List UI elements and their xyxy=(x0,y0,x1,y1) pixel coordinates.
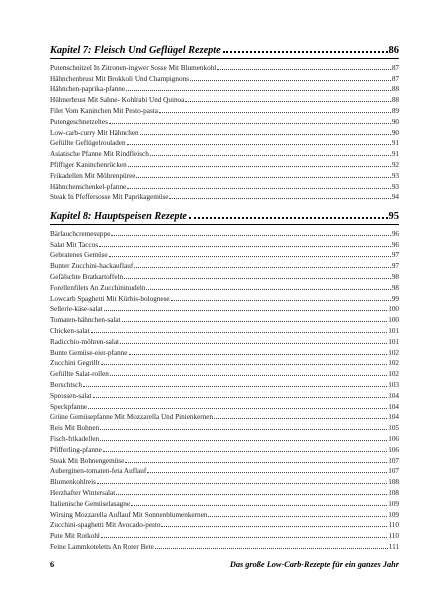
toc-entry[interactable] xyxy=(50,432,399,443)
dot-leader xyxy=(161,526,387,527)
chapter-8-entries xyxy=(50,227,399,551)
entry-page: 106 xyxy=(388,434,399,443)
dot-leader xyxy=(131,505,387,506)
toc-entry[interactable] xyxy=(50,346,399,357)
toc-entry[interactable] xyxy=(50,454,399,465)
page-number: 6 xyxy=(50,560,55,569)
toc-entry[interactable] xyxy=(50,227,399,238)
toc-entry[interactable] xyxy=(50,158,399,169)
chapter-7-entries xyxy=(50,61,399,201)
toc-entry[interactable] xyxy=(50,137,399,148)
dot-leader xyxy=(146,289,390,290)
entry-page: 107 xyxy=(388,467,399,476)
entry-title: Reis Mit Bohnen xyxy=(50,424,100,433)
entry-title: Feine Lammkoteletts An Roter Bete xyxy=(50,542,154,551)
entry-page: 106 xyxy=(388,445,399,454)
toc-entry[interactable] xyxy=(50,104,399,115)
entry-title: Filet Vom Kaninchen Mit Pesto-pasta xyxy=(50,106,158,115)
entry-page: 101 xyxy=(388,337,399,346)
dot-leader xyxy=(208,516,387,517)
dot-leader xyxy=(99,246,391,247)
entry-page: 102 xyxy=(388,370,399,379)
dot-leader xyxy=(127,144,391,145)
chapter-8-heading[interactable] xyxy=(50,206,399,222)
toc-entry[interactable] xyxy=(50,61,399,72)
toc-entry[interactable] xyxy=(50,93,399,104)
entry-page: 107 xyxy=(388,456,399,465)
entry-title: Herzhafter Wintersalat xyxy=(50,488,116,497)
entry-title: Pute Mit Rotkohl xyxy=(50,532,100,541)
dot-leader xyxy=(109,256,391,257)
dot-leader xyxy=(122,321,388,322)
toc-entry[interactable] xyxy=(50,411,399,422)
dot-leader xyxy=(101,537,388,538)
entry-title: Hähnchen-paprika-pfanne xyxy=(50,85,126,94)
dot-leader xyxy=(190,80,391,81)
toc-entry[interactable] xyxy=(50,540,399,551)
toc-entry[interactable] xyxy=(50,83,399,94)
toc-entry[interactable] xyxy=(50,475,399,486)
dot-leader xyxy=(101,364,388,365)
dot-leader xyxy=(155,548,388,549)
entry-page: 98 xyxy=(391,272,399,281)
dot-leader xyxy=(111,235,391,236)
toc-entry[interactable] xyxy=(50,443,399,454)
dot-leader xyxy=(100,429,387,430)
page-footer xyxy=(50,560,399,574)
dot-leader xyxy=(116,494,387,495)
entry-title: Frikadellen Mit Möhrenpüree xyxy=(50,171,136,180)
entry-page: 97 xyxy=(391,251,399,260)
toc-entry[interactable] xyxy=(50,292,399,303)
entry-page: 109 xyxy=(388,510,399,519)
entry-title: Bunte Gemüse-eier-pfanne xyxy=(50,348,128,357)
toc-entry[interactable] xyxy=(50,303,399,314)
entry-page: 109 xyxy=(388,499,399,508)
entry-page: 111 xyxy=(388,542,399,551)
toc-entry[interactable] xyxy=(50,191,399,202)
entry-page: 104 xyxy=(388,402,399,411)
entry-page: 105 xyxy=(388,424,399,433)
entry-page: 101 xyxy=(388,326,399,335)
toc-entry[interactable] xyxy=(50,389,399,400)
dot-leader xyxy=(150,155,391,156)
entry-title: Fisch-frikadellen xyxy=(50,434,100,443)
entry-title: Gefälschte Bratkartoffeln xyxy=(50,272,124,281)
chapter-title: Kapitel 7: Fleisch Und Geflügel Rezepte xyxy=(50,45,221,56)
toc-entry[interactable] xyxy=(50,486,399,497)
entry-page: 97 xyxy=(391,262,399,271)
entry-page: 100 xyxy=(388,316,399,325)
dot-leader xyxy=(169,198,390,199)
entry-page: 93 xyxy=(391,182,399,191)
toc-entry[interactable] xyxy=(50,497,399,508)
entry-page: 110 xyxy=(388,521,399,530)
entry-page: 91 xyxy=(391,139,399,148)
entry-title: Radicchio-möhren-salat xyxy=(50,337,120,346)
dot-leader xyxy=(134,267,391,268)
dot-leader xyxy=(185,101,390,102)
dot-leader xyxy=(171,300,391,301)
entry-title: Gebratenes Gemüse xyxy=(50,251,108,260)
entry-title: Grüne Gemüsepfanne Mit Mozzarella Und Pinienkernen xyxy=(50,413,214,422)
dot-leader xyxy=(120,343,387,344)
entry-title: Lowcarb Spaghetti Mit Kürbis-bolognese xyxy=(50,294,170,303)
toc-entry[interactable] xyxy=(50,324,399,335)
entry-title: Tomaten-hähnchen-salat xyxy=(50,316,121,325)
chapter-page: 86 xyxy=(388,45,399,56)
entry-page: 87 xyxy=(391,74,399,83)
dot-leader xyxy=(97,483,387,484)
entry-title: Zucchini-spaghetti Mit Avocado-pesto xyxy=(50,521,161,530)
entry-page: 88 xyxy=(391,96,399,105)
entry-page: 89 xyxy=(391,106,399,115)
entry-title: Steak In Pfeffersosse Mit Paprikagemüse xyxy=(50,193,169,202)
toc-entry[interactable] xyxy=(50,378,399,389)
toc-entry[interactable] xyxy=(50,313,399,324)
dot-leader xyxy=(104,310,388,311)
dot-leader xyxy=(124,278,391,279)
dot-leader xyxy=(127,188,391,189)
entry-page: 108 xyxy=(388,478,399,487)
toc-entry[interactable] xyxy=(50,519,399,530)
dot-leader xyxy=(83,386,387,387)
book-title: Das große Low-Carb-Rezepte für ein ganzes Jahr xyxy=(229,560,399,569)
toc-entry[interactable] xyxy=(50,270,399,281)
toc-entry[interactable] xyxy=(50,126,399,137)
entry-title: Putenschnitzel In Zitronen-ingwer Sosse Mit Blumenkohl xyxy=(50,63,217,72)
toc-entry[interactable] xyxy=(50,529,399,540)
entry-page: 90 xyxy=(391,117,399,126)
entry-title: Chicken-salat xyxy=(50,326,90,335)
toc-entry[interactable] xyxy=(50,465,399,476)
dot-leader xyxy=(103,451,387,452)
entry-page: 99 xyxy=(391,294,399,303)
dot-leader xyxy=(136,177,390,178)
chapter-rule xyxy=(50,58,399,59)
entry-title: Steak Mit Bohnengemüse xyxy=(50,456,125,465)
dot-leader xyxy=(147,472,387,473)
chapter-title: Kapitel 8: Hauptspeisen Rezepte xyxy=(50,211,187,222)
entry-title: Pfiffiger Kaninchenrücken xyxy=(50,160,127,169)
dot-leader xyxy=(91,332,388,333)
dot-leader xyxy=(140,134,391,135)
entry-page: 96 xyxy=(391,240,399,249)
dot-leader xyxy=(217,69,391,70)
dot-leader xyxy=(93,397,388,398)
entry-title: Hühnerbrust Mit Sahne- Kohlrabi Und Quinoa xyxy=(50,96,185,105)
entry-page: 110 xyxy=(388,532,399,541)
entry-page: 94 xyxy=(391,193,399,202)
toc-entry[interactable] xyxy=(50,72,399,83)
entry-title: Hähnchenbrust Mit Brokkoli Und Champignons xyxy=(50,74,189,83)
entry-title: Asiatische Pfanne Mit Rindfleisch xyxy=(50,150,149,159)
entry-page: 103 xyxy=(388,380,399,389)
dot-leader xyxy=(214,418,387,419)
toc-entry[interactable] xyxy=(50,367,399,378)
toc-page xyxy=(50,0,399,600)
entry-title: Bärlauchcremesuppe xyxy=(50,229,111,238)
toc-entry[interactable] xyxy=(50,180,399,191)
entry-title: Bunter Zucchini-hackauflauf xyxy=(50,262,134,271)
dot-leader xyxy=(128,166,391,167)
toc-entry[interactable] xyxy=(50,421,399,432)
entry-page: 102 xyxy=(388,348,399,357)
entry-page: 104 xyxy=(388,413,399,422)
toc-entry[interactable] xyxy=(50,147,399,158)
entry-title: Gefüllte Salat-rollen xyxy=(50,370,109,379)
entry-page: 108 xyxy=(388,488,399,497)
entry-page: 104 xyxy=(388,391,399,400)
entry-page: 87 xyxy=(391,63,399,72)
entry-title: Putengeschnetzeltes xyxy=(50,117,108,126)
entry-title: Wirsing Mozzarella Auflauf Mit Sonnenblumenkernen xyxy=(50,510,208,519)
toc-entry[interactable] xyxy=(50,508,399,519)
toc-entry[interactable] xyxy=(50,169,399,180)
toc-entry[interactable] xyxy=(50,238,399,249)
entry-title: Speckpfanne xyxy=(50,402,88,411)
entry-title: Sellerie-käse-salat xyxy=(50,305,103,314)
dot-leader xyxy=(110,375,387,376)
entry-title: Pfifferling-pfanne xyxy=(50,445,102,454)
entry-page: 96 xyxy=(391,229,399,238)
toc-entry[interactable] xyxy=(50,400,399,411)
entry-title: Sprossen-salat xyxy=(50,391,92,400)
entry-title: Forellenfilets An Zucchininudeln xyxy=(50,283,146,292)
toc-entry[interactable] xyxy=(50,335,399,346)
entry-title: Italienische Gemüselasagne xyxy=(50,499,131,508)
entry-title: Low-carb-curry Mit Hähnchen xyxy=(50,128,139,137)
entry-title: Hähnchenschenkel-pfanne xyxy=(50,182,127,191)
entry-page: 90 xyxy=(391,128,399,137)
entry-page: 98 xyxy=(391,283,399,292)
dot-leader xyxy=(129,354,388,355)
entry-title: Salat Mit Taccos xyxy=(50,240,99,249)
toc-entry[interactable] xyxy=(50,259,399,270)
entry-title: Borschtsch xyxy=(50,380,82,389)
dot-leader xyxy=(223,51,388,53)
dot-leader xyxy=(100,440,387,441)
dot-leader xyxy=(126,90,391,91)
toc-entry[interactable] xyxy=(50,115,399,126)
entry-title: Auberginen-tomaten-feta Auflauf xyxy=(50,467,147,476)
entry-page: 102 xyxy=(388,359,399,368)
entry-title: Zucchini Gegrillt xyxy=(50,359,100,368)
dot-leader xyxy=(125,462,387,463)
toc-entry[interactable] xyxy=(50,249,399,260)
chapter-7-heading[interactable] xyxy=(50,40,399,56)
dot-leader xyxy=(159,112,391,113)
entry-page: 93 xyxy=(391,171,399,180)
chapter-page: 95 xyxy=(388,211,399,222)
dot-leader xyxy=(189,217,388,219)
entry-page: 88 xyxy=(391,85,399,94)
chapter-rule xyxy=(50,224,399,225)
entry-page: 91 xyxy=(391,150,399,159)
dot-leader xyxy=(88,408,387,409)
toc-entry[interactable] xyxy=(50,281,399,292)
entry-page: 92 xyxy=(391,160,399,169)
entry-title: Gefüllte Geflügelrouladen xyxy=(50,139,126,148)
toc-entry[interactable] xyxy=(50,357,399,368)
entry-page: 100 xyxy=(388,305,399,314)
dot-leader xyxy=(109,123,391,124)
entry-title: Blumenkohlreis xyxy=(50,478,96,487)
